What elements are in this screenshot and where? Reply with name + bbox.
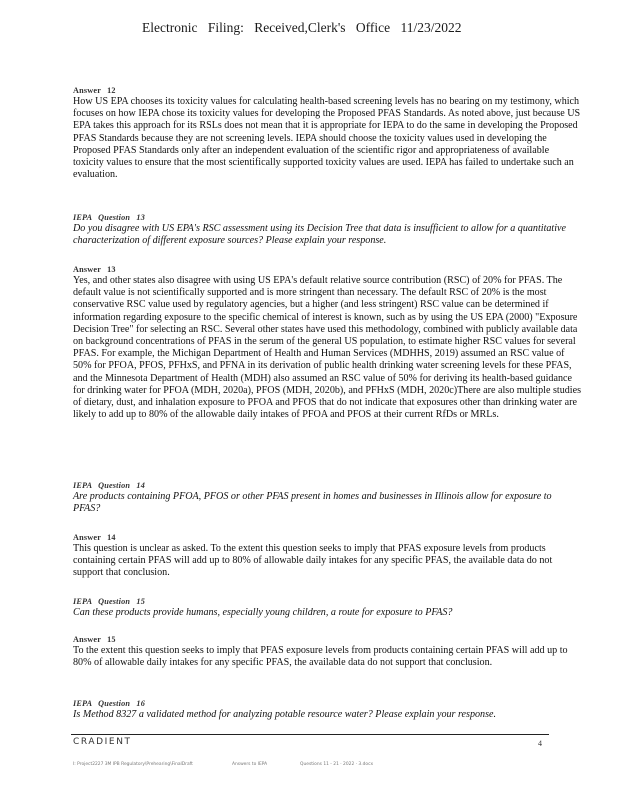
- answer-14-section: [73, 532, 581, 580]
- answer-12-text: How US EPA chooses its toxicity values for calculating health-based screening levels has no bearing on my testimony, which focuses on how IEPA chose its toxicity values for developing the Proposed PFAS Standards. As noted above, just because US EPA takes this approach for its RSLs does not mean that it is appropriate for IEPA to do the same in developing the Proposed PFAS Standards because they are not screening levels. IEPA should choose the toxicity values used in developing the Proposed PFAS Standards only after an independent evaluation of the scientific rigor and appropriateness of available toxicity values to ensure that the most scientifically supported toxicity values are used. IEPA has failed to undertake such an evaluation.: [73, 96, 581, 181]
- gradient-logo: CRADIENT: [73, 737, 132, 747]
- efiling-header: Electronic Filing: Received,Clerk's Office 11/23/2022: [142, 20, 462, 35]
- question-13-section: [73, 212, 581, 247]
- question-14-label: IEPA Question 14: [73, 481, 146, 490]
- answer-12-label: Answer 12: [73, 86, 116, 95]
- answer-15-label: Answer 15: [73, 635, 116, 644]
- doc-path-mid: Answers to IEPA: [232, 762, 268, 767]
- question-15-section: [73, 596, 581, 619]
- answer-15-section: [73, 634, 581, 669]
- question-15-text: Can these products provide humans, especially young children, a route for exposure to PFAS?: [73, 607, 453, 618]
- answer-15-text: To the extent this question seeks to imply that PFAS exposure levels from products containing certain PFAS will add up to 80% of allowable daily intakes for any specific PFAS, the available data do not support that conclusion.: [73, 645, 568, 669]
- answer-13-label: Answer 13: [73, 265, 116, 274]
- page-number: 4: [538, 739, 542, 748]
- question-13-text: Do you disagree with US EPA's RSC assessment using its Decision Tree that data is insufficient to allow for a quantitative characterization of different exposure sources? Please explain your response.: [73, 223, 567, 247]
- question-15-label: IEPA Question 15: [73, 597, 146, 606]
- answer-14-text: This question is unclear as asked. To the extent this question seeks to imply that PFAS exposure levels from products containing certain PFAS will add up to 80% of allowable daily intakes for any specific PFAS, the available data do not support that conclusion.: [73, 543, 553, 579]
- question-13-label: IEPA Question 13: [73, 213, 146, 222]
- question-16-label: IEPA Question 16: [73, 699, 146, 708]
- question-16-text: Is Method 8327 a validated method for analyzing potable resource water? Please explain your response.: [73, 709, 497, 720]
- answer-13-section: [73, 264, 581, 421]
- question-14-text: Are products containing PFOA, PFOS or other PFAS present in homes and businesses in Illinois allow for exposure to PFAS?: [73, 491, 552, 515]
- doc-path-left: I: Project2227 3M IPB Regulatory\Prehearing\FinalDraft: [73, 762, 193, 767]
- answer-13-text: Yes, and other states also disagree with using US EPA's default relative source contribution (RSC) of 20% for PFAS. The default value is not scientifically supported and is more stringent than necessary. The default RSC of 20% is the most conservative RSC value used by regulatory agencies, but a higher (and less stringent) RSC value can be determined if information regarding exposure to the specific chemical of interest is known, such as by using the US EPA (2000) "Exposure Decision Tree" for selecting an RSC. Several other states have used this methodology, combined with publicly available data on background concentrations of PFAS in the serum of the general US population, to estimate higher RSC values for several PFAS. For example, the Michigan Department of Health and Human Services (MDHHS, 2019) assumed an RSC value of 50% for PFOA, PFOS, PFHxS, and PFNA in its derivation of public health drinking water screening levels for these PFAS, and the Minnesota Department of Health (MDH) also assumed an RSC value of 50% for deriving its health-based guidance for drinking water for PFOA (MDH, 2020a), PFOS (MDH, 2020b), and PFHxS (MDH, 2020c)There are also multiple studies of dietary, dust, and inhalation exposure to PFOA and PFOS that do not indicate that exposures other than drinking water are likely to add up to 80% of the allowable daily intakes of PFOA and PFOS at their current RfDs or MRLs.: [73, 275, 581, 421]
- doc-path-right: Questions 11 - 21 · 2022 · 3.docx: [300, 762, 374, 767]
- question-14-section: [73, 480, 581, 515]
- answer-12-section: [73, 85, 581, 181]
- answer-14-label: Answer 14: [73, 533, 116, 542]
- footer-divider: [71, 734, 549, 735]
- question-16-section: [73, 698, 581, 721]
